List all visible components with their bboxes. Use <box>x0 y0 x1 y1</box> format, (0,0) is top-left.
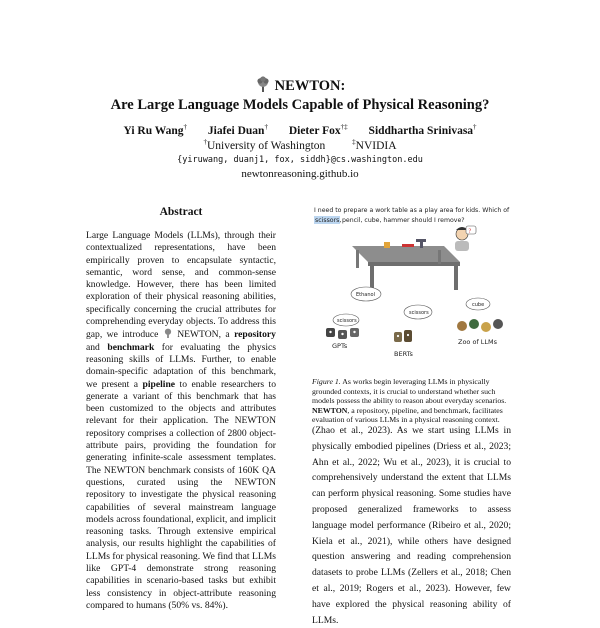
label-berts: BERTs <box>394 350 413 358</box>
abstract-heading: Abstract <box>159 206 203 218</box>
figure-illustration <box>312 200 510 372</box>
affiliations <box>0 138 600 152</box>
author: Dieter Fox†‡ <box>288 123 348 137</box>
author: Yi Ru Wang† <box>123 123 188 137</box>
work-table-icon <box>352 239 460 290</box>
bubble-ethanol: Ethanol <box>356 292 375 298</box>
label-gpts: GPTs <box>332 342 348 350</box>
newton-tree-icon <box>163 328 173 338</box>
figure-1 <box>312 200 510 372</box>
author: Jiafei Duan† <box>207 123 268 137</box>
llm-zoo-icon <box>457 319 503 332</box>
gpt-robots-icon <box>326 328 359 339</box>
bert-robots-icon <box>394 330 412 342</box>
title-newton: NEWTON: <box>274 78 346 94</box>
paper-title <box>0 76 600 115</box>
title-line-1 <box>0 76 600 96</box>
bubble-scissors: scissors <box>409 310 429 316</box>
figure-prompt-line-1: I need to prepare a work table as a play area for kids. Which of <box>314 207 510 214</box>
body-text: (Zhao et al., 2023). As we start using LLMs in physically embodied pipelines (Driess et al., 2023; Ahn et al., 2022; Wu et al., 2023), it is crucial to comprehensively understand the extent that LLMs can perform physical reasoning. Some studies have proposed generalized frameworks to assess language model performance (Ribeiro et al., 2020; Kiela et al., 2021), while others have designed question answering and reading comprehension datasets to probe LLMs (Zellers et al., 2018; Chen et al., 2019; Rogers et al., 2023). However, few have explored the physical reasoning ability of LLMs. <box>312 425 511 626</box>
bubble-right: cube <box>472 302 485 308</box>
author: Siddhartha Srinivasa† <box>368 123 477 137</box>
title-line-2: Are Large Language Models Capable of Physical Reasoning? <box>110 97 490 113</box>
author-email: {yiruwang, duanj1, fox, siddh}@cs.washington.edu <box>177 155 423 165</box>
newton-tree-icon <box>255 76 271 92</box>
affiliation: ‡NVIDIA <box>352 138 397 152</box>
project-website-link[interactable]: newtonreasoning.github.io <box>241 168 359 180</box>
figure-prompt-line-2: pencil, cube, hammer should I remove? <box>342 217 465 224</box>
person-icon <box>455 226 476 251</box>
affiliation: †University of Washington <box>203 138 326 152</box>
bubble-left: scissors <box>337 318 357 324</box>
author-list <box>0 123 600 137</box>
figure-caption: Figure 1. As works begin leveraging LLMs in physically grounded contexts, it is crucial to understand whether such models possess the ability to reason about everyday scenarios. NEWTON, a repository, pipeline, and benchmark, facilitates evaluation of various LLMs in a physical reasoning context. <box>312 377 507 425</box>
svg-text:?: ? <box>468 228 472 235</box>
abstract-body: Large Language Models (LLMs), through their contextualized representations, have been empirically proven to encapsulate syntactic, semantic, word sense, and common-sense knowledge. However, there has been limited exploration of their physical reasoning abilities, specifically concerning the crucial attributes for comprehending everyday objects. To address this gap, we introduce NEWTON, a repository and benchmark for evaluating the physics reasoning skills of LLMs. Further, to enable domain-specific adaptation of this benchmark, we present a pipeline to enable researchers to generate a variant of this benchmark that has been customized to the objects and attributes relevant for their application. The NEWTON repository comprises a collection of 2800 object-attribute pairs, providing the foundation for generating infinite-scale assessment templates. The NEWTON benchmark consists of 160K QA questions, curated using the NEWTON repository to investigate the physical reasoning capabilities of several mainstream language models across foundational, explicit, and implicit reasoning tasks. Through extensive empirical analysis, our results highlight the capabilities of LLMs for physical reasoning. We find that LLMs like GPT-4 demonstrate strong reasoning capabilities in scenario-based tasks but exhibit less consistency in object-attribute reasoning compared to humans (50% vs. 84%). <box>86 230 276 611</box>
label-zoo: Zoo of LLMs <box>458 338 498 346</box>
figure-prompt-highlight: scissors, <box>315 217 342 224</box>
